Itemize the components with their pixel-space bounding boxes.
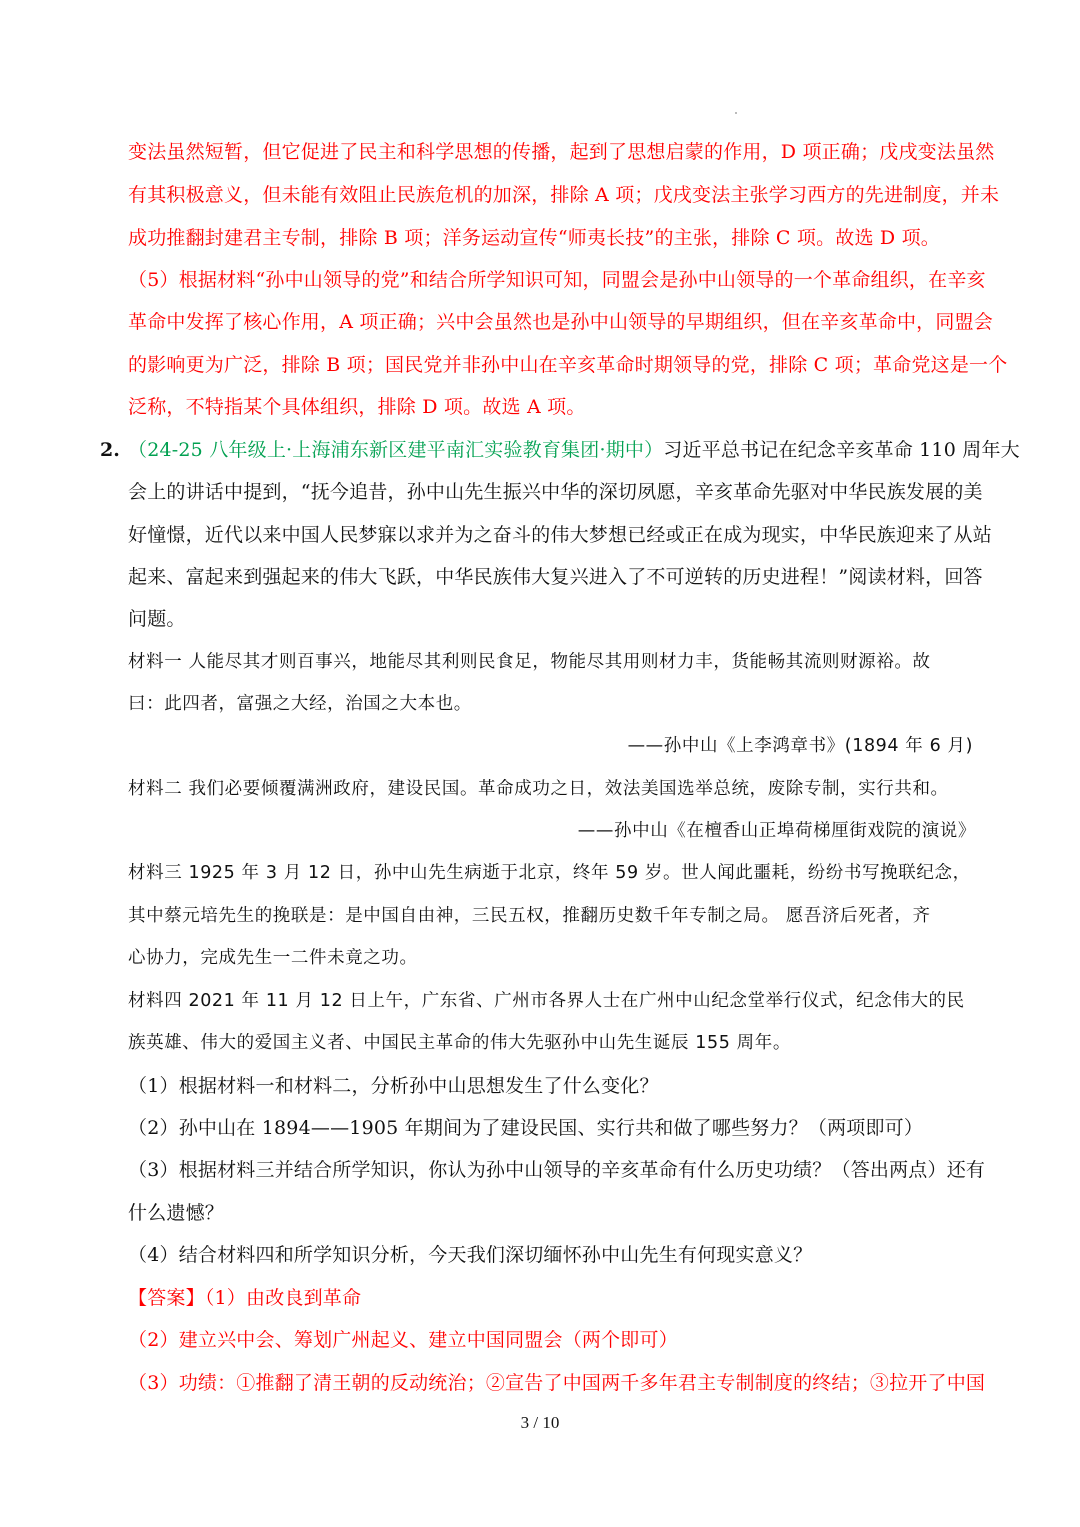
subquestion: 什么遗憾？ — [128, 1202, 225, 1224]
subquestion: （3）根据材料三并结合所学知识，你认为孙中山领导的辛亥革命有什么历史功绩？（答出两点）还有 — [128, 1159, 986, 1181]
material-one-line: 材料一 人能尽其才则百事兴，地能尽其利则民食足，物能尽其用则材力丰，货能畅其流则财源裕。故 — [128, 652, 931, 672]
page-number: 3 / 10 — [520, 1413, 560, 1432]
material-four-line: 材料四 2021 年 11 月 12 日上午，广东省、广州市各界人士在广州中山纪念堂举行仪式，纪念伟大的民 — [128, 991, 965, 1011]
material-three-line: 其中蔡元培先生的挽联是：是中国自由神，三民五权，推翻历史数千年专制之局。 愿吾济后死者，齐 — [128, 906, 931, 926]
answer-line: （3）功绩：①推翻了清王朝的反动统治；②宣告了中国两千多年君主专制制度的终结；③拉开了中国 — [128, 1372, 986, 1394]
material-one-line: 曰：此四者，富强之大经，治国之大本也。 — [128, 694, 472, 714]
answer-line: 有其积极意义，但未能有效阻止民族危机的加深，排除 A 项；戊戌变法主张学习西方的先进制度，并未 — [128, 184, 1000, 206]
question-stem-line: 问题。 — [128, 608, 186, 630]
answer-line: 革命中发挥了核心作用，A 项正确；兴中会虽然也是孙中山领导的早期组织，但在辛亥革命中，同盟会 — [128, 311, 993, 333]
question-number: 2. — [100, 439, 120, 461]
question-stem-line: 起来、富起来到强起来的伟大飞跃，中华民族伟大复兴进入了不可逆转的历史进程！”阅读材料，回答 — [128, 566, 983, 588]
subquestion: （4）结合材料四和所学知识分析，今天我们深切缅怀孙中山先生有何现实意义？ — [128, 1244, 813, 1266]
answer-line: 成功推翻封建君主专制，排除 B 项；洋务运动宣传“师夷长技”的主张，排除 C 项。故选 D 项。 — [128, 227, 940, 249]
answer-line-1 — [128, 1284, 980, 1312]
scan-speck — [735, 112, 737, 114]
question-stem-start: 习近平总书记在纪念辛亥革命 110 周年大 — [663, 439, 1020, 461]
subquestion: （1）根据材料一和材料二，分析孙中山思想发生了什么变化？ — [128, 1075, 659, 1097]
material-two-source: ——孙中山《在檀香山正埠荷梯厘街戏院的演说》 — [577, 821, 976, 841]
answer-text: （1）由改良到革命 — [204, 1287, 362, 1309]
question-stem-line: 会上的讲话中提到，“抚今追昔，孙中山先生振兴中华的深切夙愿，辛亥革命先驱对中华民族发展的美 — [128, 481, 983, 503]
question-stem-first — [128, 436, 1020, 464]
answer-line: 变法虽然短暂，但它促进了民主和科学思想的传播，起到了思想启蒙的作用，D 项正确；戊戌变法虽然 — [128, 141, 995, 163]
material-four-line: 族英雄、伟大的爱国主义者、中国民主革命的伟大先驱孙中山先生诞辰 155 周年。 — [128, 1033, 791, 1053]
question-stem-line: 好憧憬，近代以来中国人民梦寐以求并为之奋斗的伟大梦想已经或正在成为现实，中华民族迎来了从站 — [128, 524, 993, 546]
subquestion: （2）孙中山在 1894——1905 年期间为了建设民国、实行共和做了哪些努力？（两项即可） — [128, 1117, 924, 1139]
material-three-line: 材料三 1925 年 3 月 12 日，孙中山先生病逝于北京，终年 59 岁。世人闻此噩耗，纷纷书写挽联纪念， — [128, 863, 971, 883]
answer-line: 泛称，不特指某个具体组织，排除 D 项。故选 A 项。 — [128, 396, 586, 418]
answer-label: 【答案】 — [128, 1287, 205, 1309]
material-three-line: 心协力，完成先生一二件未竟之功。 — [128, 948, 418, 968]
answer-line: （2）建立兴中会、筹划广州起义、建立中国同盟会（两个即可） — [128, 1329, 678, 1351]
material-one-source: ——孙中山《上李鸿章书》(1894 年 6 月) — [627, 736, 973, 756]
question-source: （24-25 八年级上·上海浦东新区建平南汇实验教育集团·期中） — [128, 439, 664, 461]
answer-line: （5）根据材料“孙中山领导的党”和结合所学知识可知，同盟会是孙中山领导的一个革命组织，在辛亥 — [128, 269, 986, 291]
material-two-line: 材料二 我们必要倾覆满洲政府，建设民国。革命成功之日，效法美国选举总统，废除专制，实行共和。 — [128, 779, 949, 799]
answer-line: 的影响更为广泛，排除 B 项；国民党并非孙中山在辛亥革命时期领导的党，排除 C 项；革命党这是一个 — [128, 354, 1008, 376]
